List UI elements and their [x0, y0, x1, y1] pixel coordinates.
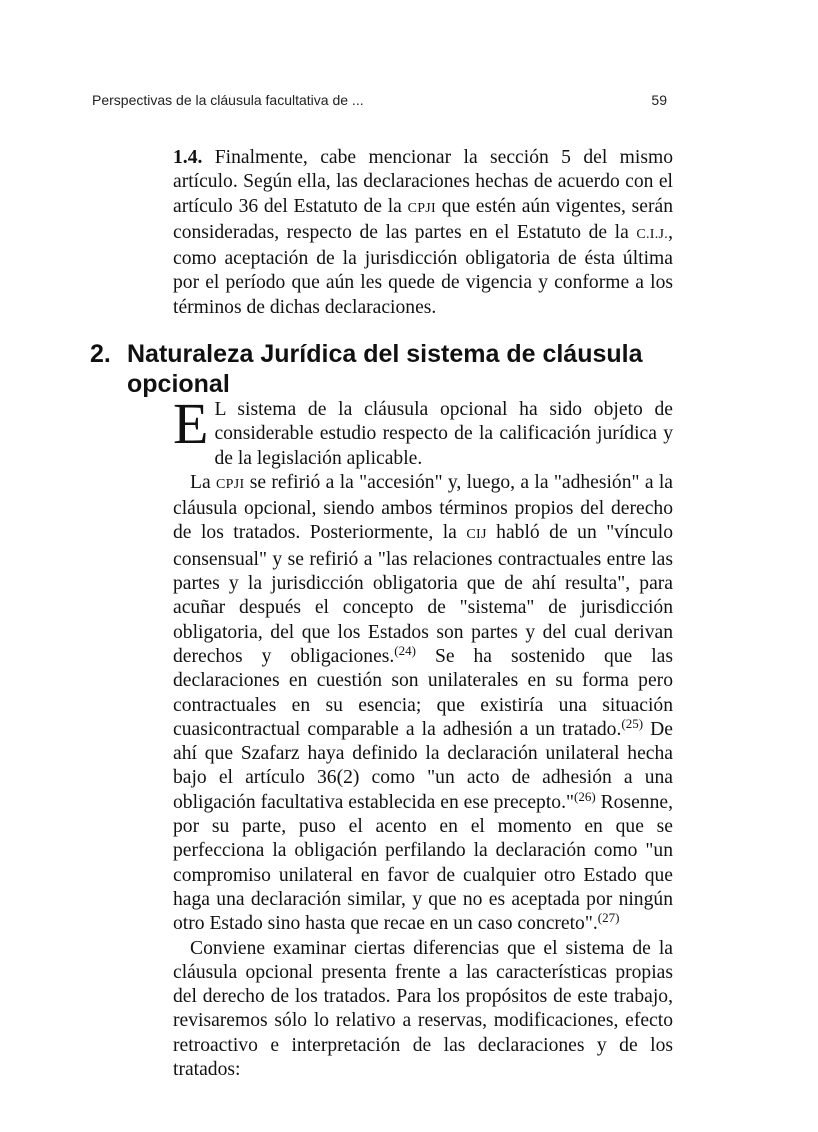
section-1-4-paragraph [173, 146, 673, 320]
footnote-ref-24: (24) [394, 642, 416, 658]
abbr-cij-2: CIJ [466, 527, 487, 543]
abbr-cpji: CPJI [407, 200, 436, 216]
section-1-4 [173, 146, 673, 320]
p2-text-5: De ahí que Szafarz haya definido la declaración unilateral hecha bajo el artículo 36(2) como "un acto de adhesión a una obligación facultativa establecida en ese precepto." [173, 718, 673, 813]
paragraph-2 [173, 471, 673, 937]
section-2-body [173, 391, 673, 1082]
footnote-ref-25: (25) [621, 715, 644, 731]
running-title: Perspectivas de la cláusula facultativa de ... [92, 92, 364, 108]
page-number: 59 [651, 92, 667, 108]
abbr-cpji-2: CPJI [216, 476, 245, 492]
footnote-ref-26: (26) [574, 788, 596, 804]
section-1-4-text-b: que estén aún vigentes, serán consideradas, respecto de las partes en el Estatuto de la [173, 195, 673, 243]
running-header [92, 92, 667, 108]
p2-text-4: Se ha sostenido que las declaraciones en cuestión son unilaterales en su forma pero contractuales en su esencia; que existiría una situación cuasicontractual comparable a la adhesión a un tratado. [173, 645, 673, 740]
paragraph-1-text: L sistema de la cláusula opcional ha sido objeto de considerable estudio respecto de la calificación jurídica y de la legislación aplicable. [214, 399, 673, 469]
drop-cap: E [173, 391, 209, 456]
p2-text-2: se refirió a la "accesión" y, luego, a la "adhesión" a la cláusula opcional, siendo ambos términos propios del derecho de los tratados. Posteriormente, la [173, 471, 673, 544]
section-1-4-text-c: , como aceptación de la jurisdicción obligatoria de ésta última por el período que aún les quede de vigencia y conforme a los términos de dichas declaraciones. [173, 221, 673, 318]
footnote-ref-27: (27) [597, 910, 620, 926]
abbr-cij: C.I.J. [636, 226, 669, 242]
p2-text-1: La [190, 471, 216, 493]
section-2-title: Naturaleza Jurídica del sistema de cláusula opcional [127, 340, 643, 398]
section-1-4-text-a: Finalmente, cabe mencionar la sección 5 del mismo artículo. Según ella, las declaraciones hechas de acuerdo con el artículo 36 del Estatuto de la [173, 147, 673, 217]
section-2-number: 2. [90, 340, 111, 368]
paragraph-3: Conviene examinar ciertas diferencias que el sistema de la cláusula opcional presenta frente a las características propias del derecho de los tratados. Para los propósitos de este trabajo, revisaremos sólo lo relativo a reservas, modificaciones, efecto retroactivo e interpretación de las declaraciones y de los tratados: [173, 937, 673, 1081]
p2-text-3: habló de un "vínculo consensual" y se refirió a "las relaciones contractuales entre las partes y la jurisdicción obligatoria que de ahí resulta", para acuñar después el concepto de "sistema" de jurisdicción obligatoria, del que los Estados son partes y del cual derivan derechos y obligaciones. [173, 522, 673, 667]
section-1-4-number: 1.4. [173, 147, 203, 168]
paragraph-1 [173, 391, 673, 471]
p2-text-6: Rosenne, por su parte, puso el acento en el momento en que se perfecciona la obligación perfilando la declaración como "un compromiso unilateral en favor de cualquier otro Estado que haga una declaración similar, y que no es aceptada por ningún otro Estado sino hasta que recae en un caso concreto". [173, 791, 673, 935]
